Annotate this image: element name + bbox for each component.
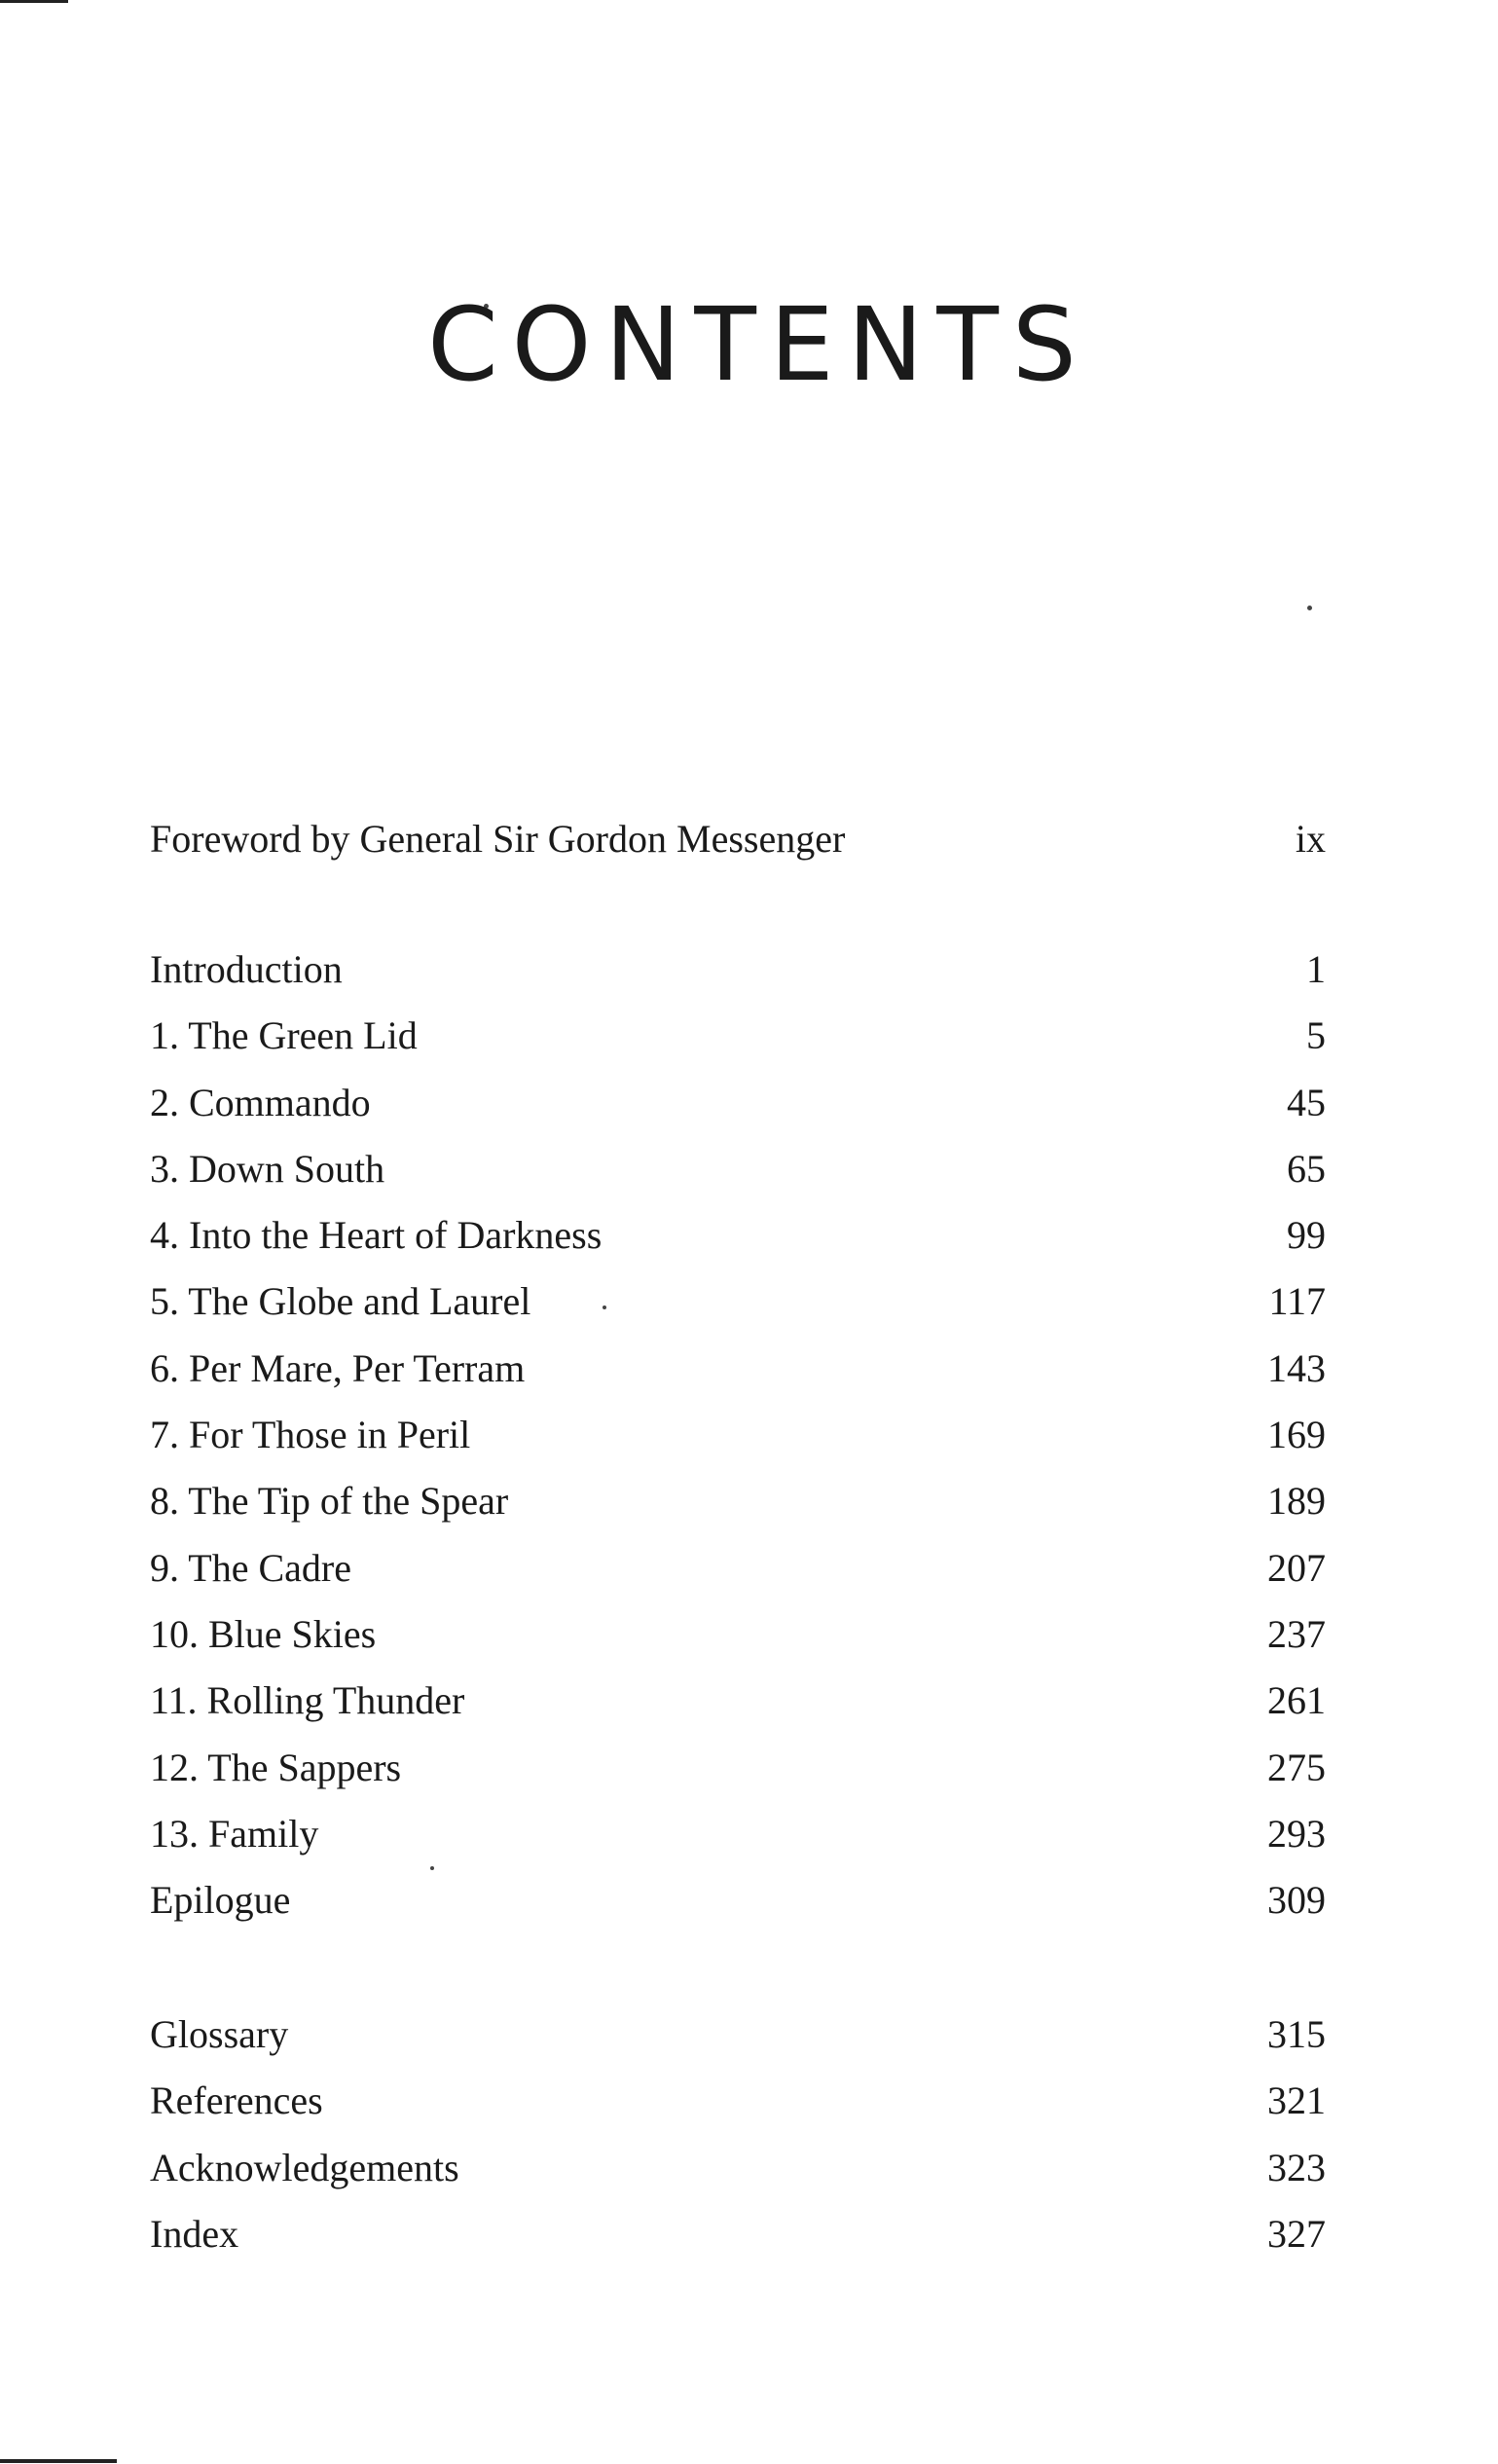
toc-entry-label: Acknowledgements — [150, 2145, 459, 2189]
toc-entry — [150, 2201, 1326, 2267]
toc-entry-page: 261 — [1267, 1678, 1326, 1723]
toc-entry-label: 8. The Tip of the Spear — [150, 1479, 509, 1524]
toc-entry-label: 11. Rolling Thunder — [150, 1678, 465, 1723]
toc-entry-page: 309 — [1267, 1878, 1326, 1923]
toc-entry — [150, 806, 1326, 872]
toc-entry-label: Index — [150, 2211, 239, 2256]
toc-entry — [150, 1136, 1326, 1202]
toc-entry-page: 315 — [1267, 2012, 1326, 2056]
toc-entry-page: 1 — [1306, 947, 1326, 991]
toc-entry-page: 169 — [1267, 1413, 1326, 1457]
toc-entry-label: Epilogue — [150, 1878, 291, 1923]
scan-speck — [1307, 606, 1312, 610]
toc-entry-label: 10. Blue Skies — [150, 1611, 377, 1656]
toc-entry-label: 12. The Sappers — [150, 1745, 402, 1789]
toc-entry — [150, 1601, 1326, 1668]
toc-entry-label: 3. Down South — [150, 1146, 385, 1191]
toc-entry — [150, 2135, 1326, 2201]
toc-entry-page: 189 — [1267, 1479, 1326, 1524]
toc-entry-page: ix — [1295, 817, 1326, 861]
toc-back-matter-section — [150, 2002, 1326, 2267]
toc-entry-page: 327 — [1267, 2211, 1326, 2256]
toc-main-section — [150, 937, 1326, 1933]
toc-entry — [150, 1735, 1326, 1801]
toc-entry-label: References — [150, 2078, 323, 2123]
toc-entry-page: 117 — [1268, 1279, 1326, 1324]
toc-entry-label: 9. The Cadre — [150, 1545, 351, 1590]
toc-entry — [150, 2002, 1326, 2068]
toc-entry-page: 45 — [1287, 1080, 1326, 1124]
toc-entry-label: Glossary — [150, 2012, 289, 2056]
toc-entry-label: 4. Into the Heart of Darkness — [150, 1213, 603, 1258]
toc-entry-label: 6. Per Mare, Per Terram — [150, 1345, 526, 1390]
toc-entry-page: 143 — [1267, 1345, 1326, 1390]
toc-entry — [150, 1003, 1326, 1069]
toc-entry-page: 65 — [1287, 1146, 1326, 1191]
toc-entry-page: 275 — [1267, 1745, 1326, 1789]
toc-entry-page: 5 — [1306, 1013, 1326, 1058]
toc-entry-page: 237 — [1267, 1611, 1326, 1656]
toc-entry — [150, 1269, 1326, 1335]
toc-entry — [150, 1668, 1326, 1734]
toc-entry-label: 1. The Green Lid — [150, 1013, 418, 1058]
toc-entry-label: 2. Commando — [150, 1080, 371, 1124]
toc-entry — [150, 1202, 1326, 1269]
scan-edge-top — [0, 0, 68, 3]
toc-entry — [150, 1867, 1326, 1933]
toc-entry — [150, 1535, 1326, 1601]
page-title: CONTENTS — [427, 284, 1090, 404]
toc-entry — [150, 937, 1326, 1003]
toc-entry — [150, 1801, 1326, 1867]
toc-entry — [150, 1070, 1326, 1136]
toc-entry-page: 99 — [1287, 1213, 1326, 1258]
toc-entry — [150, 1468, 1326, 1534]
toc-entry — [150, 1402, 1326, 1468]
toc-entry-page: 321 — [1267, 2078, 1326, 2123]
toc-entry-page: 323 — [1267, 2145, 1326, 2189]
toc-entry — [150, 2068, 1326, 2134]
toc-entry-page: 293 — [1267, 1811, 1326, 1856]
toc-entry — [150, 1336, 1326, 1402]
toc-entry-label: Introduction — [150, 947, 343, 991]
scan-edge-bottom — [0, 2459, 117, 2463]
toc-entry-label: 7. For Those in Peril — [150, 1413, 471, 1457]
toc-entry-page: 207 — [1267, 1545, 1326, 1590]
toc-foreword-section — [150, 806, 1326, 872]
toc-entry-label: Foreword by General Sir Gordon Messenger — [150, 817, 846, 861]
toc-entry-label: 5. The Globe and Laurel — [150, 1279, 531, 1324]
toc-entry-label: 13. Family — [150, 1811, 319, 1856]
